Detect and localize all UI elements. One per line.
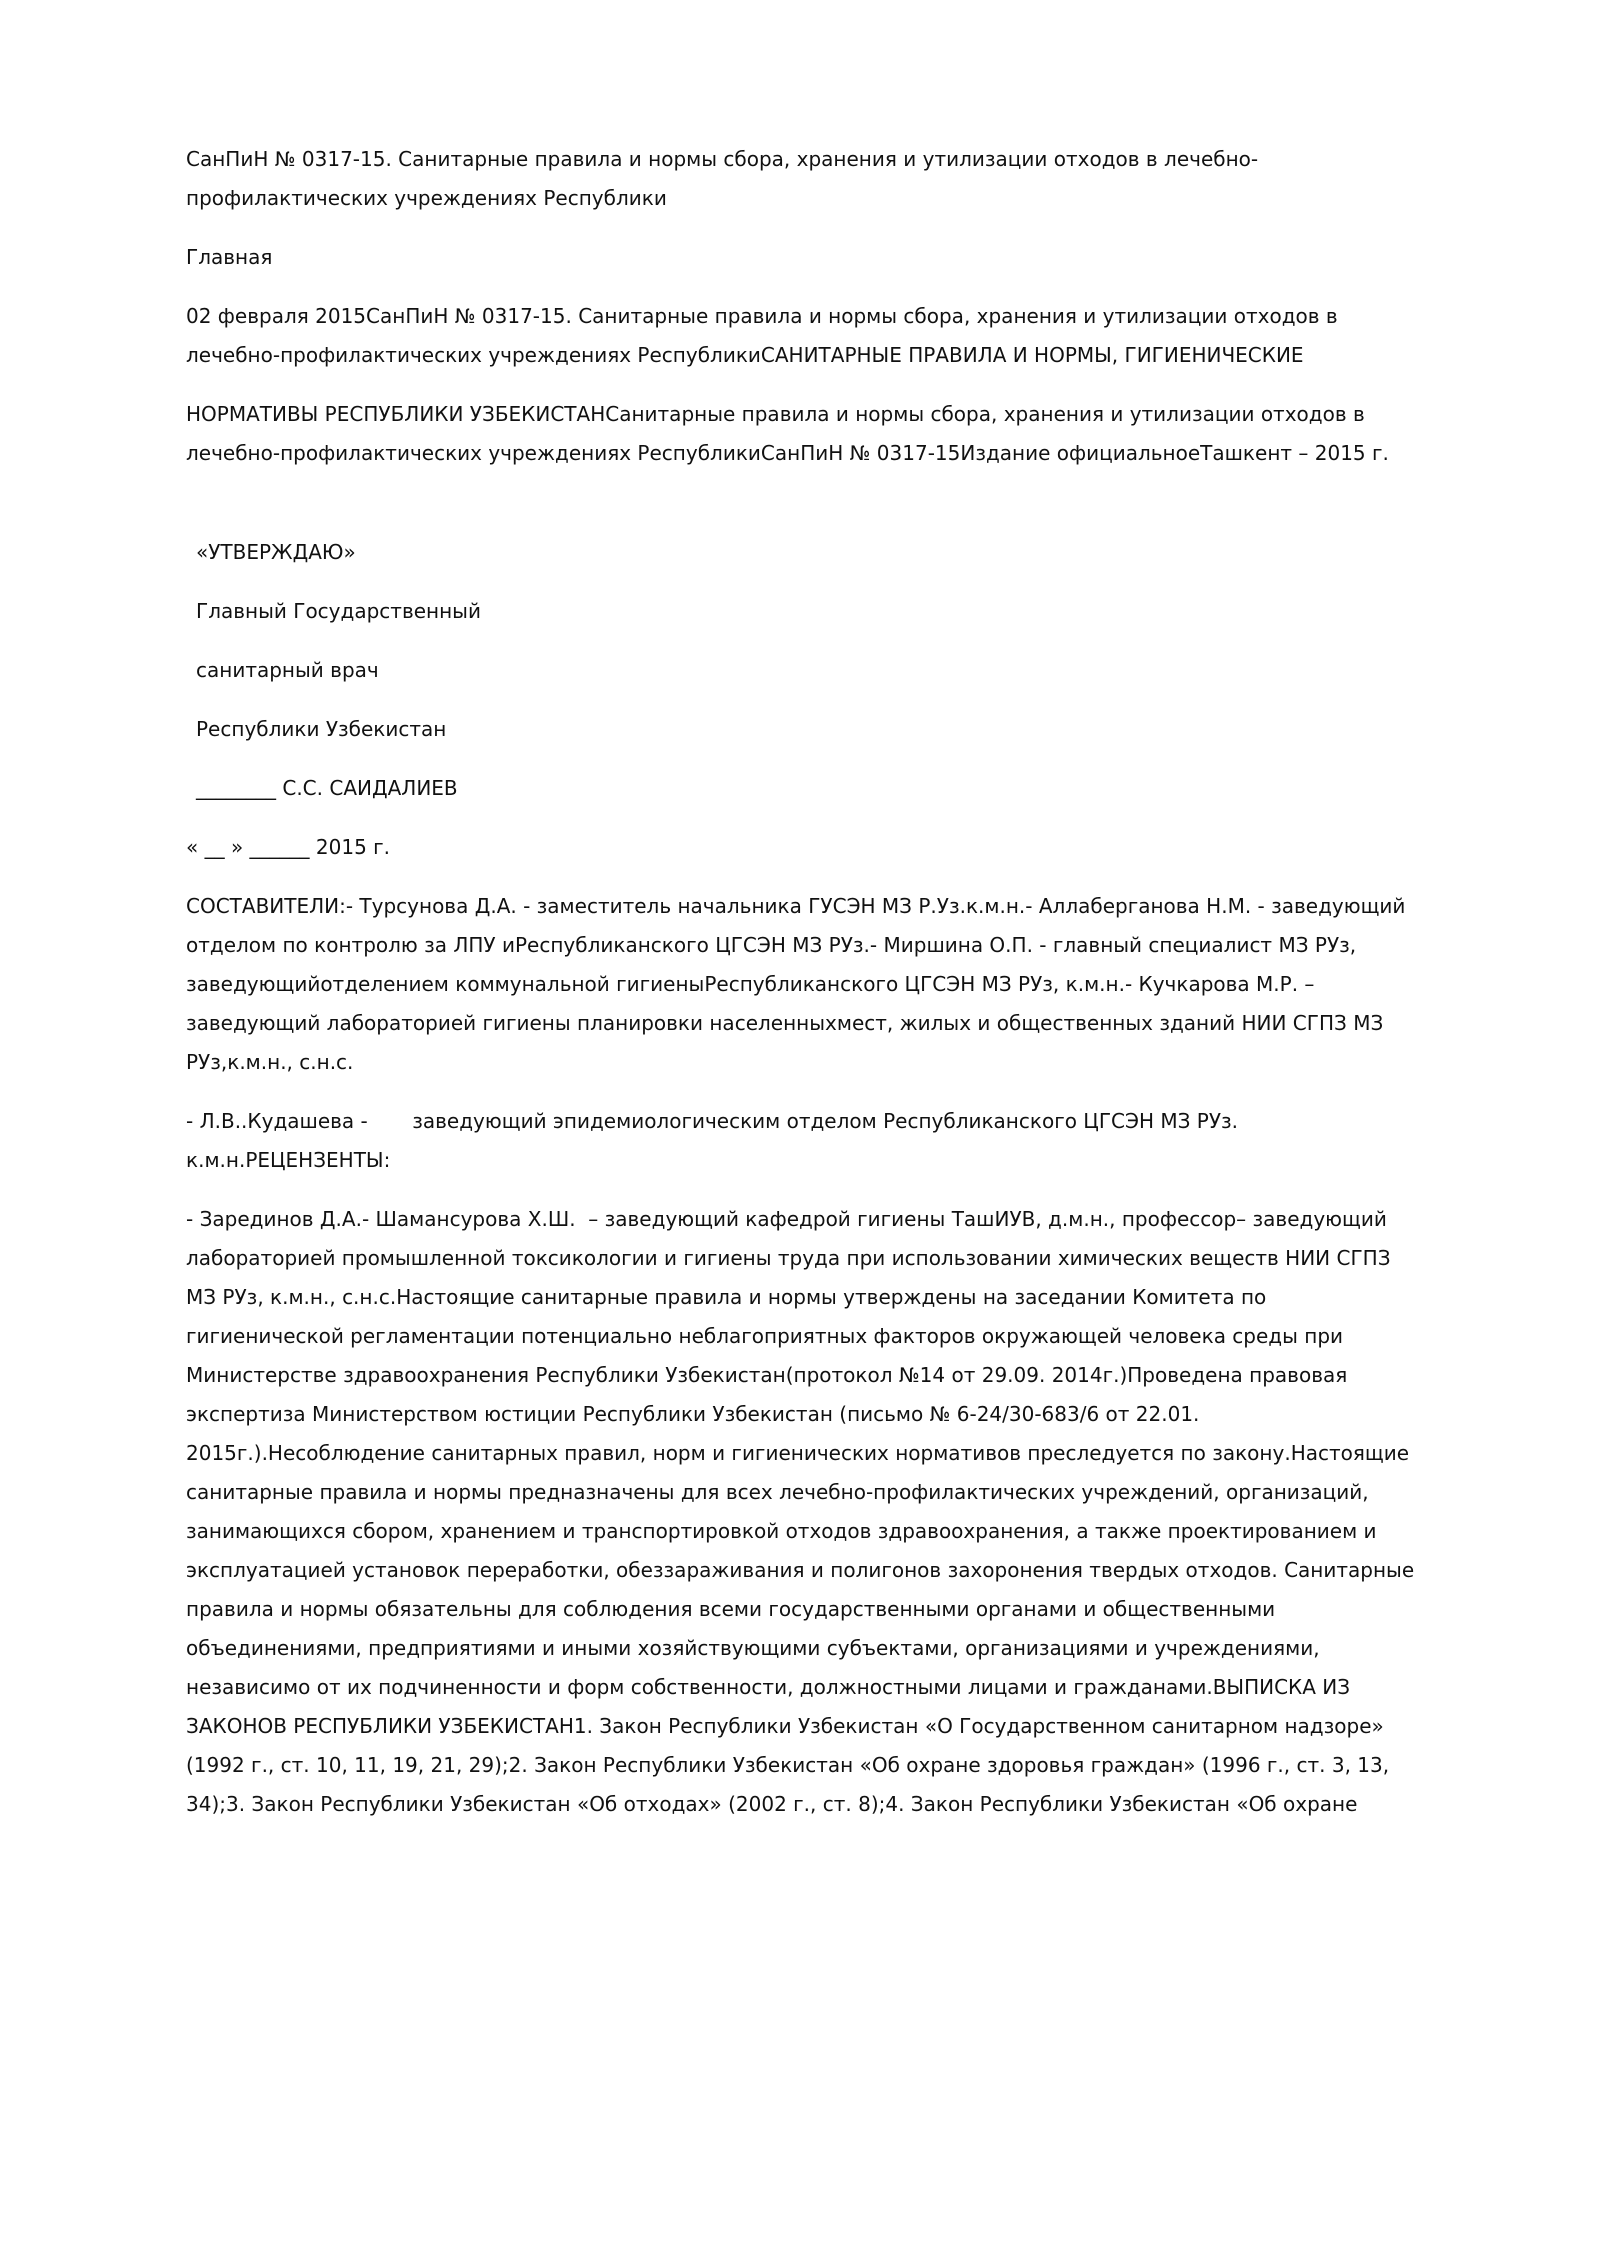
approval-label: «УТВЕРЖДАЮ»: [196, 540, 356, 564]
normativy-paragraph: НОРМАТИВЫ РЕСПУБЛИКИ УЗБЕКИСТАНСанитарные правила и нормы сбора, хранения и утилизации отходов в лечебно-профилактических учреждениях РеспубликиСанПиН № 0317-15Издание официальноеТашкент – 2015 г.: [186, 402, 1389, 465]
breadcrumb: [186, 238, 1426, 277]
approver-line-3: Республики Узбекистан: [196, 717, 447, 741]
compilers-paragraph: СОСТАВИТЕЛИ:- Турсунова Д.А. - заместитель начальника ГУСЭН МЗ Р.Уз.к.м.н.- Аллаберганова Н.М. - заведующий отделом по контролю за ЛПУ иРеспубликанского ЦГСЭН МЗ РУз.- Миршина О.П. - главный специалист МЗ РУз, заведующийотделением коммунальной гигиеныРеспубликанского ЦГСЭН МЗ РУз, к.м.н.- Кучкарова М.Р. – заведующий лабораторией гигиены планировки населенныхмест, жилых и общественных зданий НИИ СГПЗ МЗ РУз,к.м.н., с.н.с.: [186, 894, 1412, 1074]
breadcrumb-home-link[interactable]: Главная: [186, 245, 273, 269]
approver-line-1: Главный Государственный: [196, 599, 481, 623]
epidemiology-head-paragraph: - Л.В..Кудашева - заведующий эпидемиологическим отделом Республиканского ЦГСЭН МЗ РУз. к.м.н.РЕЦЕНЗЕНТЫ:: [186, 1109, 1245, 1172]
intro-paragraph: 02 февраля 2015СанПиН № 0317-15. Санитарные правила и нормы сбора, хранения и утилизации отходов в лечебно-профилактических учреждениях РеспубликиСАНИТАРНЫЕ ПРАВИЛА И НОРМЫ, ГИГИЕНИЧЕСКИЕ: [186, 304, 1345, 367]
reviewers-preamble-paragraph: - Зарединов Д.А.- Шамансурова Х.Ш. – заведующий кафедрой гигиены ТашИУВ, д.м.н., профессор– заведующий лабораторией промышленной токсикологии и гигиены труда при использовании химических веществ НИИ СГПЗ МЗ РУз, к.м.н., с.н.с.Настоящие санитарные правила и нормы утверждены на заседании Комитета по гигиенической регламентации потенциально неблагоприятных факторов окружающей человека среды при Министерстве здравоохранения Республики Узбекистан(протокол №14 от 29.09. 2014г.)Проведена правовая экспертиза Министерством юстиции Республики Узбекистан (письмо № 6-24/30-683/6 от 22.01. 2015г.).Несоблюдение санитарных правил, норм и гигиенических нормативов преследуется по закону.Настоящие санитарные правила и нормы предназначены для всех лечебно-профилактических учреждений, организаций, занимающихся сбором, хранением и транспортировкой отходов здравоохранения, а также проектированием и эксплуатацией установок переработки, обеззараживания и полигонов захоронения твердых отходов. Санитарные правила и нормы обязательны для соблюдения всеми государственными органами и общественными объединениями, предприятиями и иными хозяйствующими субъектами, организациями и учреждениями, независимо от их подчиненности и форм собственности, должностными лицами и гражданами.ВЫПИСКА ИЗ ЗАКОНОВ РЕСПУБЛИКИ УЗБЕКИСТАН1. Закон Республики Узбекистан «О Государственном санитарном надзоре» (1992 г., ст. 10, 11, 19, 21, 29);2. Закон Республики Узбекистан «Об охране здоровья граждан» (1996 г., ст. 3, 13, 34);3. Закон Республики Узбекистан «Об отходах» (2002 г., ст. 8);4. Закон Республики Узбекистан «Об охране: [186, 1207, 1421, 1816]
approver-line-2: санитарный врач: [196, 658, 379, 682]
signature-line: ________ С.С. САИДАЛИЕВ: [196, 776, 458, 800]
approval-date-line: « __ » ______ 2015 г.: [186, 835, 391, 859]
document-title: СанПиН № 0317-15. Санитарные правила и нормы сбора, хранения и утилизации отходов в лечебно-профилактических учреждениях Республики: [186, 147, 1259, 210]
